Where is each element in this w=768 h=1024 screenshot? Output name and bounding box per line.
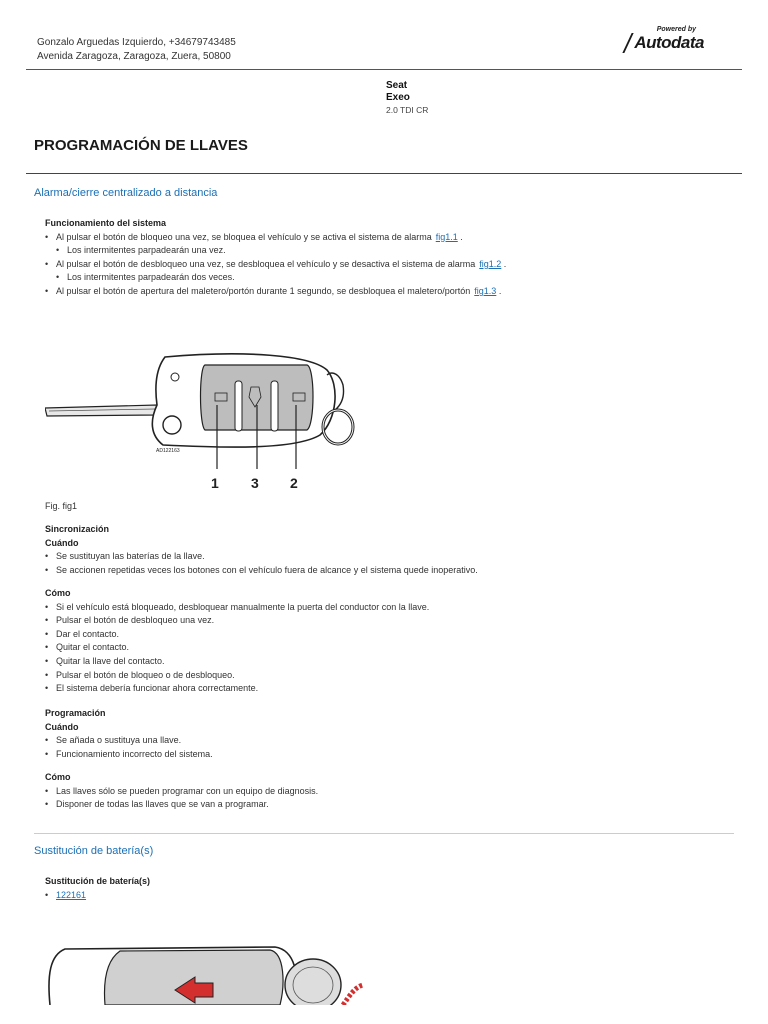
fig-link-1-1[interactable]: fig1.1 xyxy=(435,231,458,242)
programming-block xyxy=(45,707,213,761)
list-item: • Quitar el contacto. xyxy=(45,641,429,655)
section-divider xyxy=(34,833,734,834)
fig-link-1-3[interactable]: fig1.3 xyxy=(474,285,497,296)
list-item: • Las llaves sólo se pueden programar con un equipo de diagnosis. xyxy=(45,785,318,799)
callout-3: 3 xyxy=(251,475,259,491)
programming-title: Programación xyxy=(45,708,106,718)
vehicle-make: Seat xyxy=(386,80,408,91)
figure-caption: Fig. fig1 xyxy=(45,501,78,511)
address-line-1: Gonzalo Arguedas Izquierdo, +34679743485 xyxy=(37,37,236,48)
battery-figure xyxy=(45,925,375,1005)
list-item: • Se accionen repetidas veces los botones con el vehículo fuera de alcance y el sistema quede inoperativo. xyxy=(45,564,478,578)
customer-address xyxy=(37,36,236,64)
list-item: • El sistema debería funcionar ahora correctamente. xyxy=(45,682,429,696)
sync-block xyxy=(45,523,478,577)
vehicle-engine: 2.0 TDI CR xyxy=(386,105,429,115)
page-title: PROGRAMACIÓN DE LLAVES xyxy=(34,137,248,154)
list-item: • Al pulsar el botón de apertura del maletero/portón durante 1 segundo, se desbloquea el maletero/portón fig1.3 . xyxy=(45,285,506,299)
logo-slash-icon xyxy=(624,33,634,51)
list-item: • Se añada o sustituya una llave. xyxy=(45,734,213,748)
battery-subtitle: Sustitución de batería(s) xyxy=(45,876,151,886)
list-item: • Disponer de todas las llaves que se van a programar. xyxy=(45,798,318,812)
list-item xyxy=(45,889,150,903)
address-line-2: Avenida Zaragoza, Zaragoza, Zuera, 50800 xyxy=(37,51,231,62)
list-item: • Los intermitentes parpadearán una vez. xyxy=(45,244,506,258)
programming-when-title: Cuándo xyxy=(45,721,79,732)
section-title-remote-locking: Alarma/cierre centralizado a distancia xyxy=(34,187,218,199)
logo-powered-by: Powered by xyxy=(656,26,696,33)
system-operation-title: Funcionamiento del sistema xyxy=(45,218,167,228)
callout-2: 2 xyxy=(290,475,298,491)
logo-name: Autodata xyxy=(634,33,704,52)
figure-code: AD122163 xyxy=(156,448,180,454)
list-item: • Pulsar el botón de bloqueo o de desbloqueo. xyxy=(45,669,429,683)
list-item: • Si el vehículo está bloqueado, desbloquear manualmente la puerta del conductor con la llave. xyxy=(45,601,429,615)
sync-title: Sincronización xyxy=(45,524,110,534)
vehicle-info xyxy=(386,80,428,116)
header-divider xyxy=(26,69,742,70)
list-item: • Se sustituyan las baterías de la llave. xyxy=(45,550,478,564)
programming-how-block xyxy=(45,771,318,812)
list-item: • Pulsar el botón de desbloqueo una vez. xyxy=(45,614,429,628)
battery-block xyxy=(45,875,150,902)
vehicle-model: Exeo xyxy=(386,92,410,103)
system-operation-block xyxy=(45,217,506,299)
battery-link[interactable]: 122161 xyxy=(56,889,87,900)
list-item: • Al pulsar el botón de bloqueo una vez, se bloquea el vehículo y se activa el sistema de alarma fig1.1 . xyxy=(45,231,506,245)
key-fob-figure xyxy=(45,345,375,495)
section-title-battery: Sustitución de batería(s) xyxy=(34,845,154,857)
fig-link-1-2[interactable]: fig1.2 xyxy=(479,258,502,269)
list-item: • Los intermitentes parpadearán dos veces. xyxy=(45,271,506,285)
sync-how-title: Cómo xyxy=(45,588,71,598)
list-item: • Al pulsar el botón de desbloqueo una vez, se desbloquea el vehículo y se desactiva el sistema de alarma fig1.2 . xyxy=(45,258,506,272)
list-item: • Funcionamiento incorrecto del sistema. xyxy=(45,748,213,762)
list-item: • Dar el contacto. xyxy=(45,628,429,642)
autodata-logo xyxy=(624,26,704,53)
programming-how-title: Cómo xyxy=(45,772,71,782)
sync-when-title: Cuándo xyxy=(45,537,79,548)
callout-1: 1 xyxy=(211,475,219,491)
list-item: • Quitar la llave del contacto. xyxy=(45,655,429,669)
title-divider xyxy=(26,173,742,174)
sync-how-block xyxy=(45,587,429,696)
